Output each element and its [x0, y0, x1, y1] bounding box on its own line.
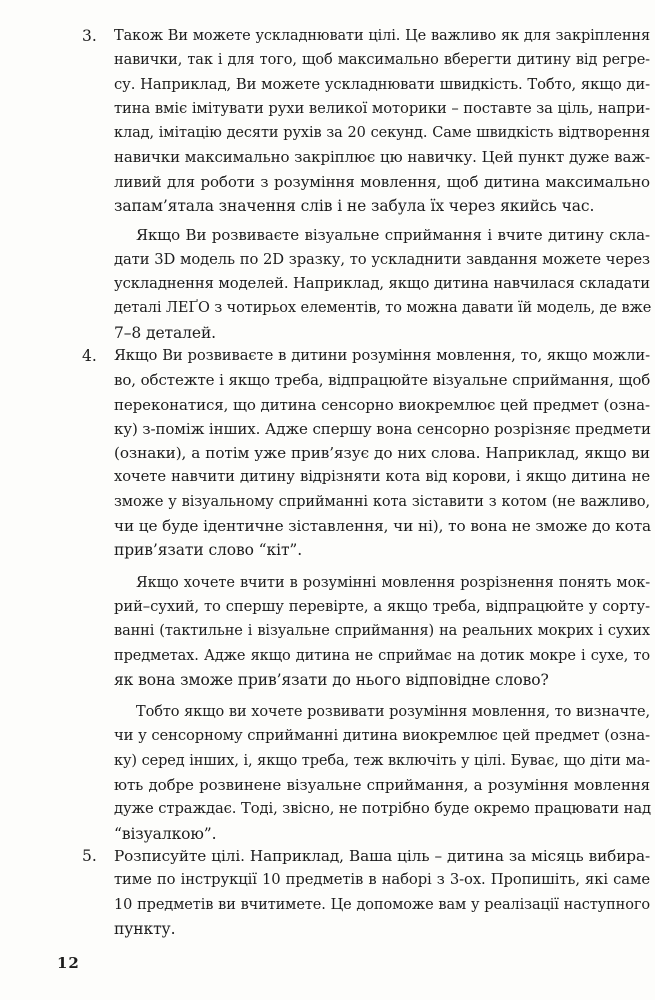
item-number: 3.	[82, 27, 97, 45]
text-line: переконатися, що дитина сенсорно виокремлює цей предмет (озна-	[114, 395, 650, 414]
paragraph	[114, 24, 650, 218]
text-line: ку) серед інших, і, якщо треба, теж включіть у цілі. Буває, що діти ма-	[114, 752, 650, 769]
text-line: 7–8 деталей.	[114, 323, 217, 342]
text-line: “візуалкою”.	[114, 824, 217, 843]
item-body	[114, 844, 650, 941]
text-line: ють добре розвинене візуальне сприймання, а розуміння мовлення	[114, 776, 650, 795]
text-line: навички максимально закріплює цю навичку. Цей пункт дуже важ-	[114, 148, 650, 167]
text-line: прив’язати слово “кіт”.	[114, 541, 303, 560]
text-line: Якщо Ви розвиваєте в дитини розуміння мовлення, то, якщо можли-	[114, 347, 650, 364]
text-line: чи у сенсорному сприйманні дитина виокремлює цей предмет (озна-	[114, 727, 650, 745]
item-number: 5.	[82, 847, 97, 865]
text-line: тиме по інструкції 10 предметів в наборі з 3-ох. Пропишіть, які саме	[114, 871, 650, 889]
paragraph	[114, 223, 650, 344]
text-line: клад, імітацію десяти рухів за 20 секунд. Саме швидкість відтворення	[114, 125, 650, 142]
text-line: як вона зможе прив’язати до нього відповідне слово?	[114, 670, 549, 689]
text-line: Розписуйте цілі. Наприклад, Ваша ціль – дитина за місяць вибира-	[114, 847, 650, 865]
page-number: 12	[57, 954, 80, 972]
text-line: запам’ятала значення слів і не забула їх через якийсь час.	[114, 197, 595, 216]
paragraph	[114, 571, 650, 692]
text-line: ванні (тактильне і візуальне сприймання) на реальних мокрих і сухих	[114, 623, 650, 640]
item-body	[114, 344, 650, 846]
text-line: зможе у візуальному сприйманні кота зіставити з котом (не важливо,	[114, 493, 650, 510]
paragraph	[114, 700, 650, 846]
text-line: хочете навчити дитину відрізняти кота від корови, і якщо дитина не	[114, 468, 650, 486]
item-number: 4.	[82, 347, 97, 365]
text-line: во, обстежте і якщо треба, відпрацюйте візуальне сприймання, щоб	[114, 371, 651, 390]
text-line: пункту.	[114, 919, 176, 938]
text-line: ускладнення моделей. Наприклад, якщо дитина навчилася складати	[114, 274, 650, 292]
text-line: су. Наприклад, Ви можете ускладнювати швидкість. Тобто, якщо ди-	[114, 75, 650, 93]
text-line: Тобто якщо ви хочете розвивати розуміння мовлення, то визначте,	[136, 704, 650, 721]
text-line: дати 3D модель по 2D зразку, то ускладнити завдання можете через	[114, 250, 650, 268]
paragraph	[114, 344, 650, 563]
text-line: ливий для роботи з розуміння мовлення, щоб дитина максимально	[114, 172, 650, 191]
item-body	[114, 24, 650, 345]
text-line: Якщо хочете вчити в розумінні мовлення розрізнення понять мок-	[136, 574, 650, 591]
paragraph	[114, 844, 650, 941]
text-line: рий–сухий, то спершу перевірте, а якщо треба, відпрацюйте у сорту-	[114, 597, 650, 615]
text-line: деталі ЛЕҐО з чотирьох елементів, то можна давати їй модель, де вже	[114, 300, 652, 317]
text-line: чи це буде ідентичне зіставлення, чи ні), то вона не зможе до кота	[114, 517, 652, 536]
text-line: тина вміє імітувати рухи великої моторики – поставте за ціль, напри-	[114, 99, 650, 117]
text-line: 10 предметів ви вчитимете. Це допоможе вам у реалізації наступного	[114, 896, 650, 913]
text-line: Також Ви можете ускладнювати цілі. Це важливо як для закріплення	[114, 28, 650, 44]
text-line: дуже страждає. Тоді, звісно, не потрібно буде окремо працювати над	[114, 800, 652, 818]
text-line: предметах. Адже якщо дитина не сприймає на дотик мокре і сухе, то	[114, 647, 650, 664]
text-line: навички, так і для того, щоб максимально вберегти дитину від регре-	[114, 52, 650, 69]
text-line: (ознаки), а потім уже прив’язує до них слова. Наприклад, якщо ви	[114, 444, 650, 463]
text-line: ку) з-поміж інших. Адже спершу вона сенсорно розрізняє предмети	[114, 419, 651, 438]
text-line: Якщо Ви розвиваєте візуальне сприймання і вчите дитину скла-	[136, 226, 650, 245]
